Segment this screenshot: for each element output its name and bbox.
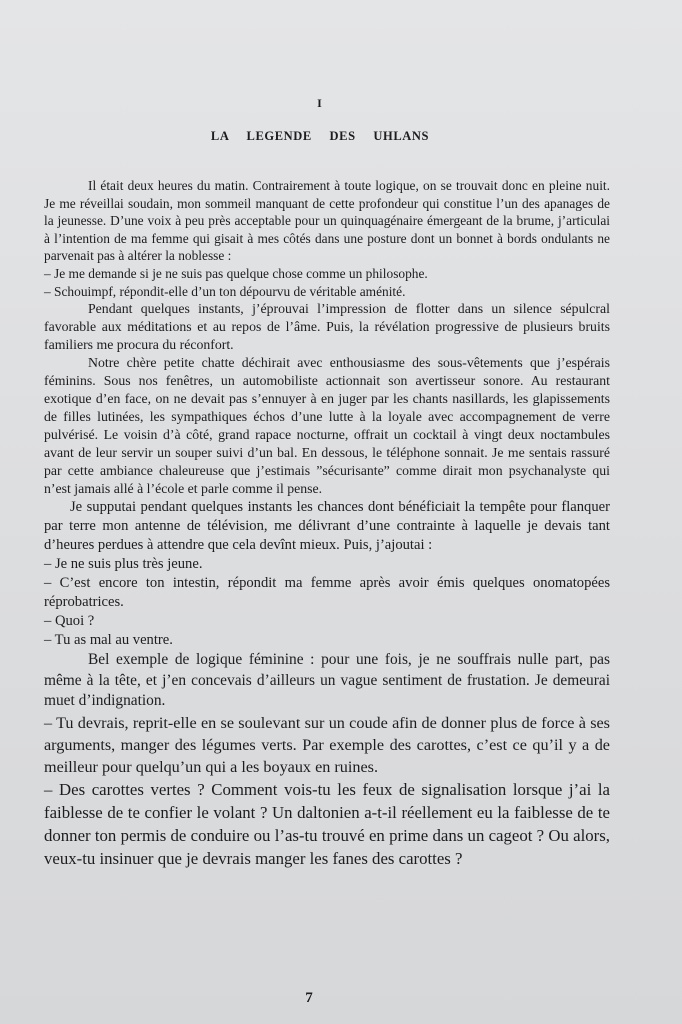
dialogue-line: – Tu as mal au ventre. [44, 632, 173, 649]
paragraph: Bel exemple de logique féminine : pour une fois, je ne souffrais nulle part, pas même à la tête, et j’en concevais d’ailleurs un vague sentiment de frustation. Je demeurai muet d’indignation. [44, 651, 610, 710]
page-number: 7 [305, 990, 313, 1006]
dialogue-line: – Tu devrais, reprit-elle en se soulevant sur un coude afin de donner plus de force à ses arguments, manger des légumes verts. Par exemple des carottes, c’est ce qu’il y a de meilleur pour quelqu’un qui a les boyaux en ruines. [44, 713, 610, 776]
dialogue-line: – Schouimpf, répondit-elle d’un ton dépourvu de véritable aménité. [44, 283, 406, 299]
chapter-number: I [317, 96, 323, 110]
paragraph: Pendant quelques instants, j’éprouvai l’impression de flotter dans un silence sépulcral favorable aux méditations et au repos de l’âme. Puis, la révélation progressive de plusieurs bruits familiers me procura du réconfort. [44, 301, 610, 353]
dialogue-line: – Je ne suis plus très jeune. [44, 556, 203, 573]
paragraph: Notre chère petite chatte déchirait avec enthousiasme des sous-vêtements que j’espérais féminins. Sous nos fenêtres, un automobiliste actionnait son avertisseur sonore. Au restaurant exotique d’en face, on ne devait pas s’ennuyer à en juger par les chants nasillards, les glapissements de filles lutinées, les sympathiques échos d’une lutte à la loyale avec accompagnement de verre pulvérisé. Le voisin d’à côté, grand rapace nocturne, offrait un cocktail à vingt deux noctambules avant de leur servir un souper suivi d’un bal. En dessous, le téléphone sonnait. Je me sentais rassuré par cette ambiance chaleureuse que j’estimais ”sécurisante” comme dirait mon psychanalyste qui n’est jamais allé à l’école et parle comme il pense. [44, 355, 610, 497]
dialogue-line: – Je me demande si je ne suis pas quelque chose comme un philosophe. [44, 265, 428, 281]
chapter-title: LA LEGENDE DES UHLANS [210, 129, 430, 143]
dialogue-line: – Des carottes vertes ? Comment vois-tu les feux de signalisation lorsque j’ai la faiblesse de te confier le volant ? Un daltonien a-t-il réellement eu la faiblesse de te donner ton permis de conduire ou l’as-tu trouvé en prime dans un cageot ? Ou alors, veux-tu insinuer que je devrais manger les fanes des carottes ? [44, 779, 610, 868]
paragraph: Il était deux heures du matin. Contrairement à toute logique, on se trouvait donc en pleine nuit. Je me réveillai soudain, mon sommeil manquant de cette profondeur qui constitue l’un des apanages de la jeunesse. D’une voix à peu près acceptable pour un quinquagénaire émergeant de la brume, j’articulai à l’intention de ma femme qui gisait à mes côtés dans une posture dont un bonnet à bords ondulants ne parvenait pas à altérer la noblesse : [44, 178, 610, 264]
body-text [44, 177, 610, 870]
paragraph: Je supputai pendant quelques instants les chances dont bénéficiait la tempête pour flanquer par terre mon antenne de télévision, me délivrant d’une contrainte à laquelle je devais tant d’heures perdues à attendre que cela devînt mieux. Puis, j’ajoutai : [44, 499, 610, 554]
dialogue-line: – Quoi ? [44, 613, 95, 630]
dialogue-line: – C’est encore ton intestin, répondit ma femme après avoir émis quelques onomatopées réprobatrices. [44, 575, 610, 611]
